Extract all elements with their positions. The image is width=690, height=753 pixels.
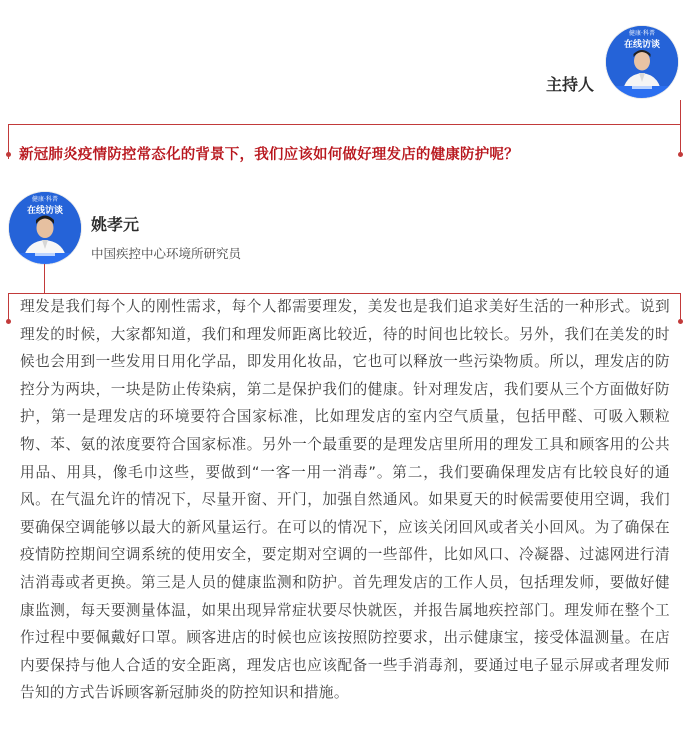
- answer-frame-dot-left: [6, 319, 11, 324]
- host-portrait: [606, 26, 678, 98]
- question-text: 新冠肺炎疫情防控常态化的背景下，我们应该如何做好理发店的健康防护呢？: [19, 147, 519, 163]
- question-frame-right: [680, 100, 681, 154]
- guest-avatar-caption-main: 在线访谈: [26, 206, 64, 216]
- question-frame-top: [8, 124, 681, 125]
- guest-name: 姚孝元: [91, 215, 140, 234]
- answer-text: 理发是我们每个人的刚性需求，每个人都需要理发，美发也是我们追求美好生活的一种形式。说到理发的时候，大家都知道，我们和理发师距离比较近，待的时间也比较长。另外，我们在美发的时候也会用到一些发用日用化学品，即发用化妆品，它也可以释放一些污染物质。所以，理发店的防控分为两块，一块是防止传染病，第二是保护我们的健康。针对理发店，我们要从三个方面做好防护，第一是理发店的环境要符合国家标准，比如理发店的室内空气质量，包括甲醛、可吸入颗粒物、苯、氨的浓度要符合国家标准。另外一个最重要的是理发店里所用的理发工具和顾客用的公共用品、用具，像毛巾这些，要做到“一客一用一消毒”。第二，我们要确保理发店有比较良好的通风。在气温允许的情况下，尽量开窗、开门，加强自然通风。如果夏天的时候需要使用空调，我们要确保空调能够以最大的新风量运行。在可以的情况下，应该关闭回风或者关小回风。为了确保在疫情防控期间空调系统的使用安全，要定期对空调的一些部件，比如风口、冷凝器、过滤网进行清洁消毒或者更换。第三是人员的健康监测和防护。首先理发店的工作人员，包括理发师，要做好健康监测，每天要测量体温，如果出现异常症状要尽快就医，并报告属地疾控部门。理发师在整个工作过程中要佩戴好口罩。顾客进店的时候也应该按照防控要求，出示健康宝，接受体温测量。在店内要保持与他人合适的安全距离，理发店也应该配备一些手消毒剂，要通过电子显示屏或者理发师告知的方式告诉顾客新冠肺炎的防控知识和措施。: [20, 298, 670, 702]
- guest-portrait: [9, 192, 81, 264]
- host-avatar-caption-main: 在线访谈: [623, 40, 661, 50]
- question-frame-dot-right: [678, 152, 683, 157]
- guest-title: 中国疾控中心环境所研究员: [91, 246, 242, 261]
- answer-frame-left-edge: [8, 293, 9, 321]
- answer-frame-right-edge: [680, 293, 681, 321]
- guest-avatar-caption-top: 健康·科普: [32, 196, 58, 203]
- question-frame-dot-left: [6, 152, 11, 157]
- guest-avatar: [9, 192, 81, 264]
- answer-frame-dot-right: [678, 319, 683, 324]
- answer-frame-left: [44, 264, 45, 293]
- host-avatar-caption-top: 健康·科普: [629, 30, 655, 37]
- host-avatar: [606, 26, 678, 98]
- host-label: 主持人: [545, 75, 594, 94]
